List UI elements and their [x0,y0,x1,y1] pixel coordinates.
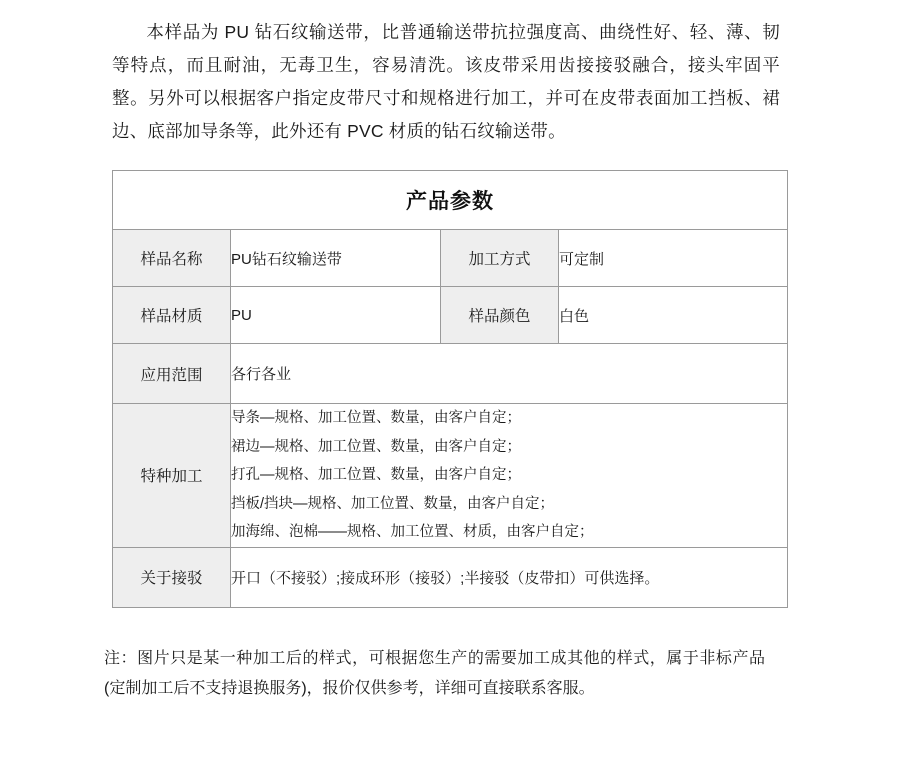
row-label-special-processing: 特种加工 [113,404,231,548]
row-value-joint: 开口（不接驳）;接成环形（接驳）;半接驳（皮带扣）可供选择。 [231,547,788,607]
footer-note: 注：图片只是某一种加工后的样式，可根据您生产的需要加工成其他的样式，属于非标产品(定制加工后不支持退换服务)，报价仅供参考，详细可直接联系客服。 [104,649,765,697]
intro-paragraph [0,0,900,148]
special-line: 挡板/挡块—规格、加工位置、数量，由客户自定； [231,495,555,512]
table-row [113,230,788,287]
table-row [113,287,788,344]
table-row [113,344,788,404]
special-line: 裙边—规格、加工位置、数量，由客户自定； [231,438,521,455]
row-label-application-scope: 应用范围 [113,344,231,404]
table-row-special-processing [113,404,788,548]
special-line: 导条—规格、加工位置、数量，由客户自定； [231,410,521,426]
row-value-sample-name: PU钻石纹输送带 [231,230,441,287]
row-value-sample-color: 白色 [559,287,788,344]
table-title: 产品参数 [113,171,788,230]
row-value-sample-material: PU [231,287,441,344]
row-label-sample-material: 样品材质 [113,287,231,344]
table-title-row [113,171,788,230]
product-spec-table [112,170,788,608]
row-label-joint: 关于接驳 [113,547,231,607]
intro-text: 本样品为 PU 钻石纹输送带，比普通输送带抗拉强度高、曲绕性好、轻、薄、韧等特点，而且耐油，无毒卫生，容易清洗。该皮带采用齿接接驳融合，接头牢固平整。另外可以根据客户指定皮带尺寸和规格进行加工，并可在皮带表面加工挡板、裙边、底部加导条等，此外还有 PVC 材质的钻石纹输送带。 [112,22,780,141]
row-label-sample-name: 样品名称 [113,230,231,287]
row-value-process-method: 可定制 [559,230,788,287]
row-label-process-method: 加工方式 [441,230,559,287]
row-value-application-scope: 各行各业 [231,344,788,404]
row-label-sample-color: 样品颜色 [441,287,559,344]
row-value-special-processing [231,404,788,548]
special-line: 加海绵、泡棉——规格、加工位置、材质，由客户自定； [231,524,594,540]
spec-table-wrapper [0,148,900,608]
table-row-joint [113,547,788,607]
special-line: 打孔—规格、加工位置、数量，由客户自定； [231,467,521,483]
